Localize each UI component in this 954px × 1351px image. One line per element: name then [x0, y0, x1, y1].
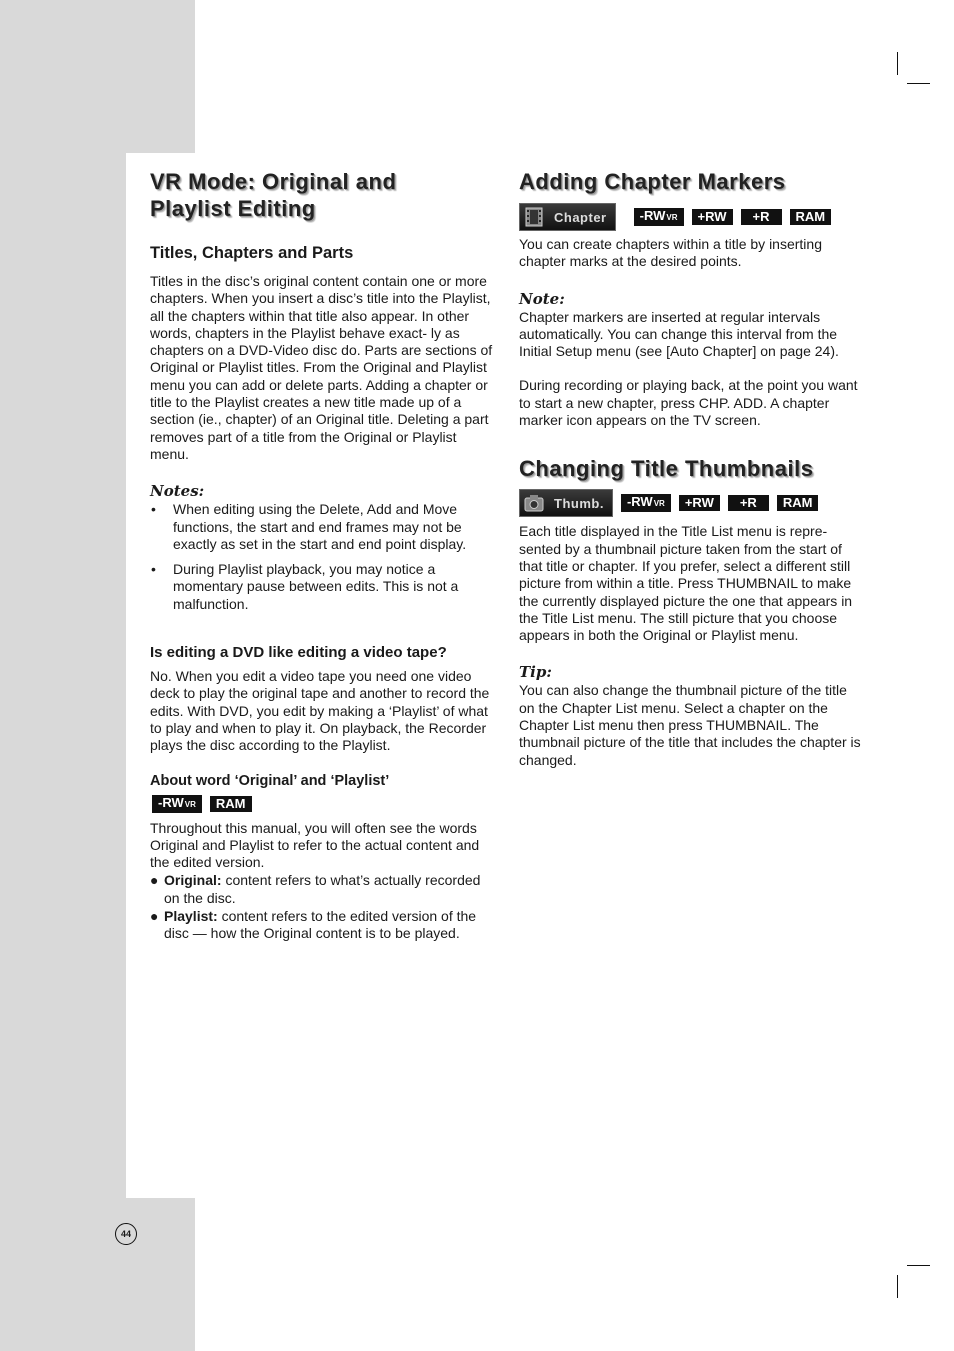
- definition-playlist: ● Playlist: content refers to the edited version of the disc — how the Original content is to be played.: [150, 908, 477, 942]
- paragraph-thumbnail-tip: You can also change the thumbnail picture of the title on the Chapter List menu. Select a chapter on the Chapter List menu then press THUMBNAIL. The thumbnail picture of the title that includes the chapter is changed.: [519, 682, 861, 768]
- tip-label: Tip:: [519, 663, 552, 682]
- right-column: [519, 168, 867, 769]
- badge-rw-vr: -RW VR: [152, 795, 202, 813]
- section-title-title-thumbnails: Changing Title Thumbnails: [519, 456, 814, 482]
- badge-rw-vr: -RW VR: [621, 494, 671, 512]
- heading-editing-dvd-vs-tape: Is editing a DVD like editing a video tape?: [150, 644, 447, 662]
- section-title-vr-mode: VR Mode: Original and Playlist Editing: [150, 169, 397, 221]
- notes-label: Notes:: [150, 482, 205, 501]
- definitions-list: [150, 872, 496, 942]
- heading-titles-chapters-parts: Titles, Chapters and Parts: [150, 244, 354, 262]
- crop-mark: [897, 52, 898, 75]
- thumbnail-menu-and-badges: [519, 489, 867, 517]
- thumbnail-menu-chip: Thumb.: [519, 489, 613, 517]
- paragraph-chapter-markers: You can create chapters within a title by inserting chapter marks at the desired points.: [519, 236, 822, 270]
- badge-plus-rw: +RW: [692, 209, 733, 225]
- badge-ram: RAM: [777, 495, 819, 511]
- margin-band-left: [0, 153, 126, 1198]
- margin-band-top: [0, 0, 195, 153]
- note-label: Note:: [519, 289, 565, 308]
- definition-original: ● Original: content refers to what’s actually recorded on the disc.: [150, 872, 481, 906]
- chapter-menu-chip: Chapter: [519, 203, 616, 231]
- notes-list: [150, 501, 495, 613]
- margin-band-bottom: [0, 1198, 195, 1351]
- paragraph-editing-dvd-vs-tape: No. When you edit a video tape you need one video deck to play the original tape and another to record the edits. With DVD, you edit by making a ‘Playlist’ of what to play and when to play it. On playback, the Recorder plays the disc according to the Playlist.: [150, 668, 490, 754]
- crop-mark: [897, 1275, 898, 1298]
- note-item: • When editing using the Delete, Add and Move functions, the start and end frames may not be exactly as set in the start and end point display.: [151, 501, 467, 552]
- badge-plus-rw: +RW: [679, 495, 720, 511]
- heading-about-original-playlist: About word ‘Original’ and ‘Playlist’: [150, 772, 390, 789]
- page-number: 44: [115, 1223, 137, 1245]
- crop-mark: [907, 83, 930, 84]
- paragraph-chapter-add: During recording or playing back, at the point you want to start a new chapter, press CHP. ADD. A chapter marker icon appears on the TV screen.: [519, 377, 858, 429]
- left-column: [150, 168, 500, 943]
- disc-compatibility-badges: [152, 795, 500, 813]
- crop-mark: [907, 1265, 930, 1266]
- badge-plus-r: +R: [741, 209, 782, 225]
- chapter-menu-and-badges: [519, 203, 867, 231]
- paragraph-title-thumbnails: Each title displayed in the Title List menu is repre- sented by a thumbnail picture taken from the start of that title or chapter. If you prefer, select a different still picture from within a title. Press THUMBNAIL to make the currently displayed picture the one that appears in the Title List menu. The still picture that you choose appears in both the Original or Playlist menu.: [519, 523, 853, 644]
- badge-ram: RAM: [210, 796, 252, 812]
- section-title-chapter-markers: Adding Chapter Markers: [519, 169, 786, 194]
- paragraph-about-original-playlist: Throughout this manual, you will often see the words Original and Playlist to refer to the actual content and the edited version.: [150, 819, 480, 871]
- film-strip-icon: [524, 207, 544, 227]
- paragraph-titles-chapters-parts: Titles in the disc’s original content contain one or more chapters. When you insert a disc’s title into the Playlist, all the chapters within that title also appear. In other words, chapters in the Playlist behave exact- ly as chapters on a DVD-Video disc do. Parts are sections of Original or Playlist titles. From the Original and Playlist menu you can add or delete parts. Adding a chapter or title to the Playlist creates a new title made up of a section (ie., chapter) of an Original title. Deleting a part removes part of a title from the Original or Playlist menu.: [150, 273, 493, 462]
- badge-plus-r: +R: [728, 495, 769, 511]
- badge-rw-vr: -RW VR: [634, 208, 684, 226]
- note-item: • During Playlist playback, you may notice a momentary pause between edits. This is not a malfunction.: [151, 561, 459, 612]
- paragraph-chapter-note: Chapter markers are inserted at regular intervals automatically. You can change this interval from the Initial Setup menu (see [Auto Chapter] on page 24).: [519, 308, 839, 360]
- camera-icon: [524, 493, 544, 513]
- badge-ram: RAM: [790, 209, 832, 225]
